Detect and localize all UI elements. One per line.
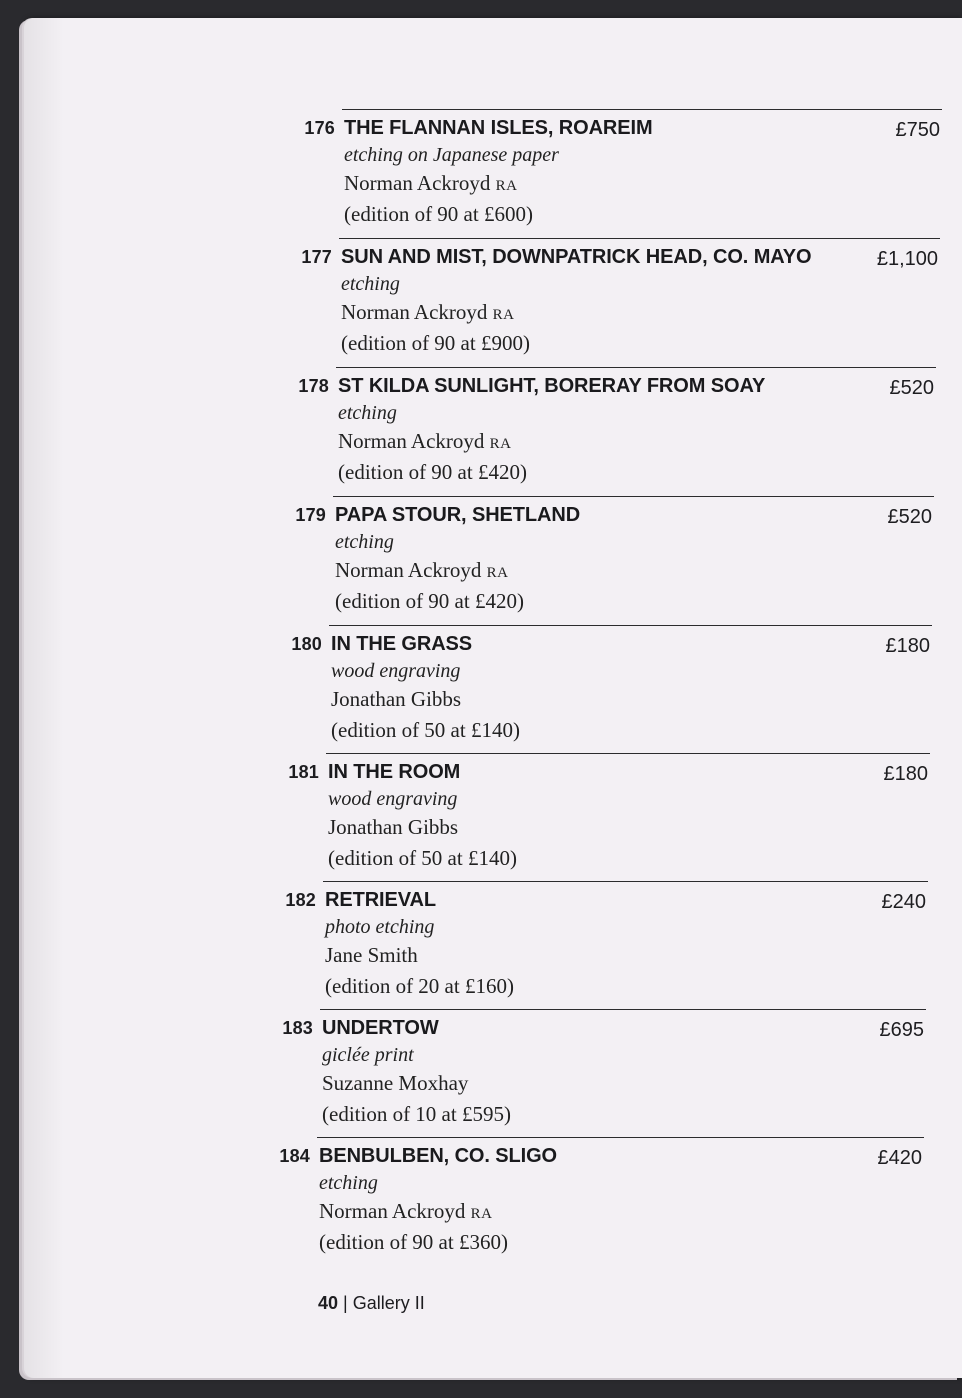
artist-name: Suzanne Moxhay [322, 1071, 469, 1095]
artist-honour: RA [495, 178, 518, 194]
entry-number: 184 [279, 1146, 310, 1166]
entry-medium: etching [341, 273, 400, 295]
entry-title: IN THE GRASS [331, 633, 473, 655]
catalogue-entry [293, 367, 936, 495]
entry-medium: etching [335, 531, 394, 553]
entry-artist [344, 169, 852, 200]
entry-medium: etching on Japanese paper [344, 144, 559, 166]
entry-divider [333, 496, 934, 497]
entry-artist [341, 298, 850, 329]
entry-medium: photo etching [325, 916, 435, 938]
entry-artist [322, 1069, 836, 1100]
artist-name: Norman Ackroyd [341, 300, 488, 324]
artist-name: Jonathan Gibbs [331, 687, 462, 711]
entry-divider [317, 1137, 924, 1138]
entry-number: 177 [301, 247, 332, 267]
entry-divider [326, 753, 930, 754]
entry-number: 176 [304, 118, 335, 138]
entry-number: 180 [291, 634, 322, 654]
artist-name: Jonathan Gibbs [328, 815, 459, 839]
entry-medium: etching [319, 1172, 378, 1194]
catalogue-page [24, 18, 962, 1378]
artist-honour: RA [489, 436, 512, 452]
catalogue-entry [277, 1009, 926, 1137]
artist-honour: RA [486, 565, 509, 581]
entry-artist [328, 813, 840, 844]
catalogue-entry [274, 1137, 924, 1265]
artist-name: Norman Ackroyd [319, 1199, 466, 1223]
entry-edition: (edition of 90 at £420) [338, 460, 527, 484]
entry-title: RETRIEVAL [325, 889, 436, 911]
entry-artist [319, 1197, 834, 1228]
entry-divider [329, 625, 932, 626]
entry-artist [335, 556, 844, 587]
entry-price: £695 [879, 1019, 924, 1041]
catalogue-entry [296, 238, 940, 366]
entry-artist [338, 427, 846, 458]
page-footer [318, 1293, 425, 1314]
entry-price: £180 [883, 763, 928, 785]
catalogue-entry [283, 753, 930, 881]
entry-price: £520 [889, 377, 934, 399]
entry-edition: (edition of 20 at £160) [325, 974, 514, 998]
entry-title: BENBULBEN, CO. SLIGO [319, 1145, 558, 1167]
artist-honour: RA [492, 307, 515, 323]
entry-title: SUN AND MIST, DOWNPATRICK HEAD, CO. MAYO [341, 246, 812, 268]
entry-medium: giclée print [322, 1044, 414, 1066]
entry-number: 178 [298, 376, 329, 396]
entry-edition: (edition of 50 at £140) [328, 846, 517, 870]
catalogue-entry [290, 496, 934, 624]
entry-number: 182 [285, 890, 316, 910]
artist-honour: RA [470, 1206, 493, 1222]
catalogue-entry [286, 625, 932, 753]
entry-artist [325, 941, 838, 972]
entry-number: 179 [295, 505, 326, 525]
entry-medium: wood engraving [331, 660, 461, 682]
entry-divider [320, 1009, 926, 1010]
artist-name: Norman Ackroyd [338, 429, 485, 453]
entry-title: IN THE ROOM [328, 761, 461, 783]
entry-price: £420 [877, 1147, 922, 1169]
entry-edition: (edition of 50 at £140) [331, 718, 520, 742]
entry-title: THE FLANNAN ISLES, ROAREIM [344, 117, 653, 139]
entry-edition: (edition of 10 at £595) [322, 1102, 511, 1126]
entry-medium: wood engraving [328, 788, 458, 810]
entry-title: PAPA STOUR, SHETLAND [335, 504, 581, 526]
entry-divider [342, 109, 942, 110]
entry-price: £180 [885, 635, 930, 657]
entry-artist [331, 685, 842, 716]
entry-edition: (edition of 90 at £600) [344, 202, 533, 226]
entry-divider [336, 367, 936, 368]
entry-number: 183 [282, 1018, 313, 1038]
footer-separator: | [343, 1293, 348, 1313]
artist-name: Jane Smith [325, 943, 418, 967]
artist-name: Norman Ackroyd [335, 558, 482, 582]
section-name: Gallery II [352, 1293, 425, 1313]
entry-edition: (edition of 90 at £360) [319, 1230, 508, 1254]
entry-medium: etching [338, 402, 397, 424]
entry-edition: (edition of 90 at £900) [341, 331, 530, 355]
entry-price: £240 [881, 891, 926, 913]
entry-price: £750 [895, 119, 940, 141]
entry-number: 181 [288, 762, 319, 782]
page-number: 40 [318, 1293, 339, 1313]
entry-title: ST KILDA SUNLIGHT, BORERAY FROM SOAY [338, 375, 766, 397]
catalogue-entry [299, 109, 942, 237]
catalogue-entry [280, 881, 928, 1009]
entry-price: £520 [887, 506, 932, 528]
entry-title: UNDERTOW [322, 1017, 439, 1039]
entry-divider [323, 881, 928, 882]
entry-edition: (edition of 90 at £420) [335, 589, 524, 613]
artist-name: Norman Ackroyd [344, 171, 491, 195]
entry-price: £1,100 [876, 248, 938, 270]
entry-divider [339, 238, 940, 239]
